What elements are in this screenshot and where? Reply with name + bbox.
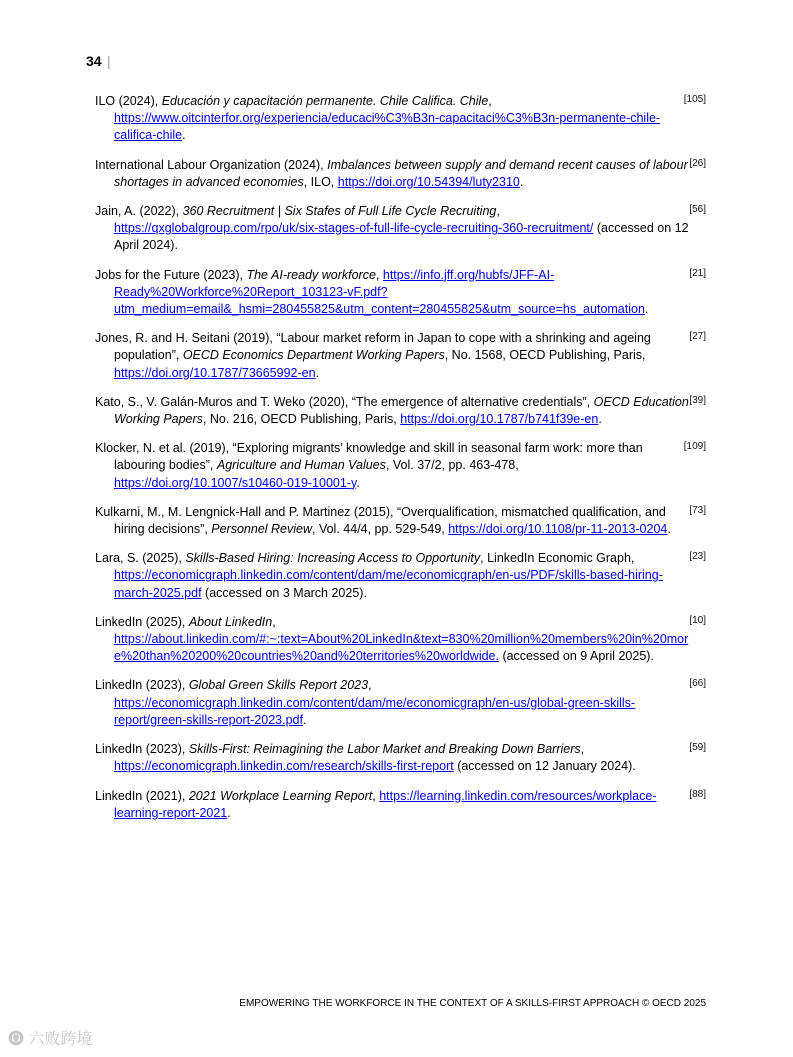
- reference-suffix: (accessed on 3 March 2025).: [201, 585, 367, 600]
- reference-link[interactable]: https://learning.linkedin.com/resources/workplace-learning-report-2021: [114, 788, 657, 820]
- reference-entry: [95, 267, 710, 319]
- reference-entry: [95, 93, 710, 145]
- reference-number: [21]: [689, 267, 706, 279]
- reference-text: [95, 394, 689, 428]
- reference-suffix: (accessed on 12 April 2024).: [114, 221, 689, 253]
- reference-details: , Vol. 44/4, pp. 529-549,: [312, 522, 449, 537]
- reference-entry: [95, 741, 710, 775]
- reference-details: , Vol. 37/2, pp. 463-478,: [385, 458, 519, 473]
- reference-text: [95, 157, 689, 191]
- reference-title: Agriculture and Human Values: [216, 458, 386, 473]
- reference-number: [23]: [689, 551, 706, 563]
- reference-authors: Klocker, N. et al. (2019), “Exploring migrants’ knowledge and skill in seasonal farm work: more than labouring bodies”,: [95, 441, 643, 473]
- reference-link[interactable]: https://economicgraph.linkedin.com/research/skills-first-report: [114, 759, 454, 774]
- reference-link[interactable]: https://www.oitcinterfor.org/experiencia/educaci%C3%B3n-capacitaci%C3%B3n-permanente-chile-califica-chile: [114, 111, 661, 143]
- reference-suffix: .: [644, 302, 649, 317]
- reference-suffix: .: [182, 128, 186, 143]
- reference-authors: LinkedIn (2021),: [95, 788, 189, 803]
- reference-entry: [95, 677, 710, 729]
- reference-text: [95, 550, 689, 602]
- reference-number: [73]: [689, 504, 706, 516]
- reference-text: [95, 504, 689, 538]
- reference-details: ,: [272, 614, 276, 629]
- reference-title: 2021 Workplace Learning Report: [188, 788, 373, 803]
- reference-text: [95, 203, 689, 255]
- reference-text: [95, 93, 689, 145]
- reference-entry: [95, 440, 710, 492]
- reference-title: About LinkedIn: [188, 614, 273, 629]
- reference-authors: Jain, A. (2022),: [95, 204, 183, 219]
- reference-entry: [95, 614, 710, 666]
- reference-details: , ILO,: [303, 174, 338, 189]
- watermark: 🅞 六败跨境: [8, 1031, 93, 1048]
- page-footer: EMPOWERING THE WORKFORCE IN THE CONTEXT OF A SKILLS-FIRST APPROACH © OECD 2025: [239, 998, 706, 1009]
- reference-list: [95, 93, 710, 834]
- reference-entry: [95, 394, 710, 428]
- reference-title: The AI-ready workforce: [246, 267, 376, 282]
- reference-text: [95, 267, 689, 319]
- reference-text: [95, 788, 689, 822]
- reference-link[interactable]: https://doi.org/10.1007/s10460-019-10001-y: [114, 475, 357, 490]
- reference-title: 360 Recruitment | Six Stafes of Full Life Cycle Recruiting: [182, 204, 497, 219]
- reference-details: ,: [375, 267, 383, 282]
- reference-details: ,: [496, 204, 500, 219]
- reference-link[interactable]: https://doi.org/10.54394/luty2310: [337, 174, 520, 189]
- reference-link[interactable]: https://qxglobalgroup.com/rpo/uk/six-stages-of-full-life-cycle-recruiting-360-recruitment/: [114, 221, 594, 236]
- reference-entry: [95, 203, 710, 255]
- reference-authors: Kulkarni, M., M. Lengnick-Hall and P. Martinez (2015), “Overqualification, mismatched qualification, and hiring decisions”,: [95, 504, 666, 537]
- reference-number: [59]: [689, 742, 706, 754]
- reference-entry: [95, 157, 710, 191]
- reference-details: , LinkedIn Economic Graph,: [480, 551, 635, 566]
- reference-details: , No. 216, OECD Publishing, Paris,: [202, 412, 401, 427]
- reference-details: , No. 1568, OECD Publishing, Paris,: [444, 348, 646, 363]
- reference-suffix: .: [315, 365, 320, 380]
- reference-title: OECD Economics Department Working Papers: [182, 348, 445, 363]
- reference-number: [26]: [689, 157, 706, 169]
- page-number-separator: |: [107, 53, 111, 69]
- reference-link[interactable]: https://doi.org/10.1787/73665992-en: [114, 365, 316, 380]
- reference-authors: LinkedIn (2023),: [95, 742, 189, 757]
- reference-number: [56]: [689, 204, 706, 216]
- reference-link[interactable]: https://economicgraph.linkedin.com/content/dam/me/economicgraph/en-us/global-green-skills-report/green-skills-report-2023.pdf: [114, 695, 636, 727]
- reference-suffix: .: [356, 475, 360, 490]
- reference-entry: [95, 550, 710, 602]
- reference-number: [88]: [689, 788, 706, 800]
- reference-link[interactable]: https://about.linkedin.com/#:~:text=About%20LinkedIn&text=830%20million%20members%20in%20more%20than%20200%20countries%20and%20territories%20worldwide.: [114, 632, 689, 664]
- reference-text: [95, 614, 689, 666]
- reference-number: [105]: [683, 94, 706, 105]
- reference-title: Imbalances between supply and demand recent causes of labour shortages in advanced economies: [114, 157, 688, 189]
- reference-number: [39]: [689, 394, 706, 406]
- reference-text: [95, 330, 689, 382]
- reference-entry: [95, 330, 710, 382]
- reference-details: ,: [368, 678, 372, 693]
- reference-text: [95, 741, 689, 775]
- reference-details: ,: [580, 742, 585, 757]
- reference-link[interactable]: https://info.jff.org/hubfs/JFF-AI-Ready%20Workforce%20Report_103123-vF.pdf?utm_medium=email&_hsmi=280455825&utm_content=280455825&utm_source=hs_automation: [114, 267, 645, 317]
- reference-authors: Kato, S., V. Galán-Muros and T. Weko (2020), “The emergence of alternative credentials”,: [95, 394, 594, 409]
- reference-details: ,: [488, 94, 492, 108]
- reference-entry: [95, 504, 710, 538]
- reference-title: Global Green Skills Report 2023: [188, 678, 369, 693]
- reference-authors: Jones, R. and H. Seitani (2019), “Labour market reform in Japan to cope with a shrinking and ageing population”,: [95, 331, 651, 363]
- reference-number: [66]: [689, 678, 706, 690]
- reference-details: ,: [372, 788, 380, 803]
- reference-authors: LinkedIn (2023),: [95, 678, 189, 693]
- reference-number: [10]: [689, 614, 706, 626]
- reference-suffix: .: [519, 174, 524, 189]
- reference-link[interactable]: https://doi.org/10.1787/b741f39e-en: [400, 412, 599, 427]
- reference-link[interactable]: https://economicgraph.linkedin.com/content/dam/me/economicgraph/en-us/PDF/skills-based-hiring-march-2025.pdf: [114, 568, 663, 600]
- reference-number: [109]: [683, 441, 706, 453]
- reference-authors: Jobs for the Future (2023),: [95, 267, 247, 282]
- reference-suffix: .: [302, 712, 307, 727]
- reference-title: Skills-First: Reimagining the Labor Market and Breaking Down Barriers: [188, 742, 581, 757]
- reference-suffix: .: [227, 805, 231, 820]
- reference-link[interactable]: https://doi.org/10.1108/pr-11-2013-0204: [448, 522, 668, 537]
- reference-authors: Lara, S. (2025),: [95, 551, 186, 566]
- reference-title: Skills-Based Hiring: Increasing Access to Opportunity: [185, 551, 481, 566]
- reference-suffix: .: [598, 412, 602, 427]
- reference-entry: [95, 788, 710, 822]
- reference-authors: LinkedIn (2025),: [95, 614, 189, 629]
- page-number: 34: [86, 53, 102, 69]
- reference-suffix: (accessed on 12 January 2024).: [453, 759, 636, 774]
- reference-title: Educación y capacitación permanente. Chile Califica. Chile: [161, 94, 489, 108]
- reference-authors: International Labour Organization (2024),: [95, 157, 328, 172]
- reference-title: Personnel Review: [211, 522, 313, 537]
- reference-authors: ILO (2024),: [95, 94, 162, 108]
- reference-number: [27]: [689, 331, 706, 343]
- reference-suffix: (accessed on 9 April 2025).: [498, 649, 654, 664]
- reference-text: [95, 677, 689, 729]
- reference-title: OECD Education Working Papers: [114, 394, 689, 427]
- reference-text: [95, 440, 689, 492]
- reference-suffix: .: [667, 522, 671, 537]
